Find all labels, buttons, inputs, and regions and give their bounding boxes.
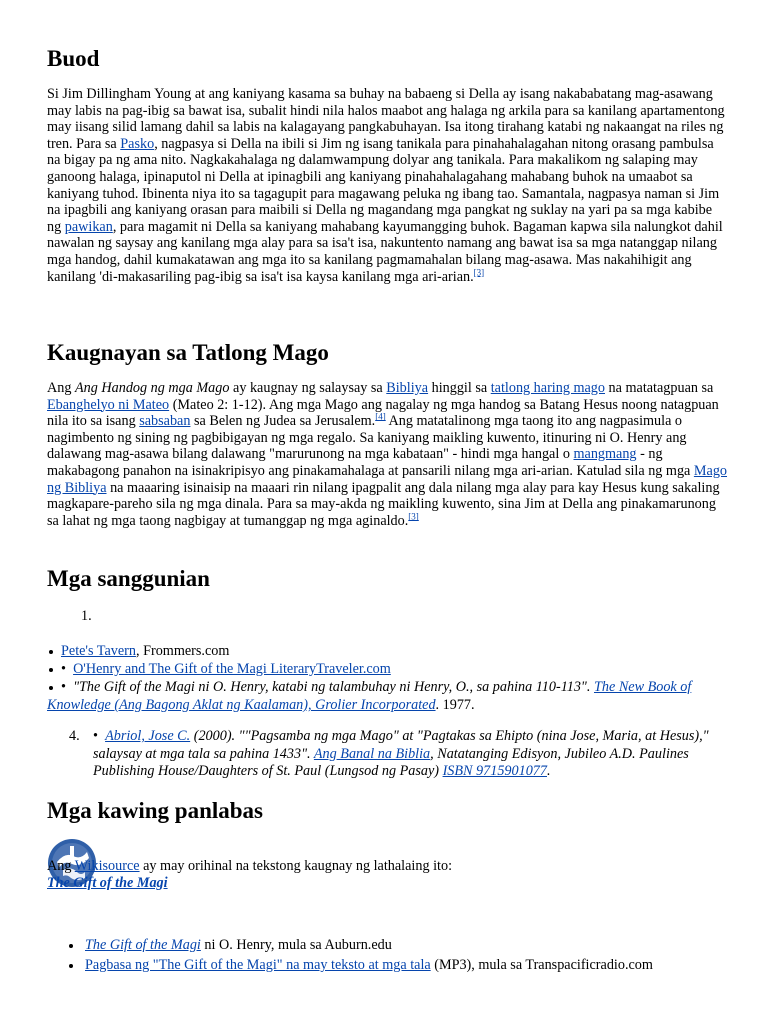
bullet-icon: [49, 686, 53, 690]
citation-3b[interactable]: [3]: [408, 511, 419, 522]
link-ebanghelyo-ni-mateo[interactable]: Ebanghelyo ni Mateo: [47, 396, 170, 413]
external-link-text: ni O. Henry, mula sa Auburn.edu: [200, 937, 392, 953]
link-gift-of-the-magi-label: The Gift of the Magi: [47, 874, 168, 891]
section-heading-sanggunian: Mga sanggunian: [47, 566, 210, 591]
link-petes-tavern[interactable]: Pete's Tavern: [61, 643, 136, 659]
mago-text-6: sa Belen ng Judea sa Jerusalem.: [190, 413, 376, 430]
external-link-item-transpacific: [47, 955, 727, 975]
reference-text-italic: (2000). ""Pagsamba ng mga Mago" at "Pagtakas sa Ehipto (nina Jose, Maria, at Hesus)," salaysay at mga tala sa pahina 1433".: [93, 728, 709, 762]
link-abriol-label: Abriol, Jose C.: [105, 728, 191, 744]
external-link-text: (MP3), mula sa Transpacificradio.com: [430, 957, 653, 973]
buod-text-3: , para magamit ni Della sa kaniyang mahabang kayumangging buhok. Bagaman kapwa sila nalungkot dahil nawalan ng saysay ang kanilang mga alay para sa isa't isa, nakuntento namang ang bawat isa sa mga natanggap nilang mga handog, dahil kumakatawan ang mga ito sa kanilang pagmamahalan bilang mag-asawa. Mas nakahihigit ang kanilang 'di-makasariling pag-ibig sa isa't isa kaysa kanilang mga ari-arian.: [47, 218, 723, 285]
link-pawikan[interactable]: pawikan: [64, 218, 113, 235]
wikisource-text-2: ay may orihinal na tekstong kaugnay ng lathalaing ito:: [139, 858, 453, 874]
link-ohenry-literarytraveler[interactable]: O'Henry and The Gift of the Magi LiteraryTraveler.com: [73, 661, 391, 677]
mago-text-9: na maaaring isinaisip na maaari rin nilang ipagpalit ang dala nilang mga alay para kay Hesus kung sakaling magkapare-pareho sila ng mga dinala. Para sa may-akda ng maikling kuwento, sina Jim at Della ang pinakamarunong sa lahat ng mga taong nagbigay at tumanggap ng mga aginaldo.: [47, 479, 720, 529]
mago-text-7: Ang matatalinong mga taong ito ang nagpasimula o nagimbento ng sining ng pagbibigayan ng mga regalo. Sa kaniyang maikling kuwento, itinuring ni O. Henry ang dalawang mag-asawa bilang dalawang "marurunong na mga kabataan" - hindi mga hangal o: [47, 413, 687, 463]
paragraph-buod: [47, 86, 727, 285]
link-sabsaban[interactable]: sabsaban: [139, 413, 191, 430]
reference-tail: . 1977.: [435, 697, 475, 713]
reference-list: [47, 642, 727, 714]
reference-text-italic-2: , Natatanging Edisyon, Jubileo A.D. Paulines Publishing House/Daughters of St. Paul (Lungsod ng Pasay): [93, 745, 689, 779]
link-abriol[interactable]: [105, 728, 190, 744]
section-heading-buod: Buod: [47, 46, 100, 71]
external-link-item-auburn: [47, 935, 727, 955]
paragraph-wikisource: [47, 858, 452, 891]
citation-3[interactable]: [3]: [473, 266, 485, 277]
reference-tail: .: [547, 763, 551, 779]
bullet-icon: [69, 964, 73, 968]
reference-text: , Frommers.com: [135, 643, 230, 659]
bullet-icon: [49, 650, 53, 654]
link-pagbasa-mp3[interactable]: Pagbasa ng "The Gift of the Magi" na may teksto at mga tala: [85, 957, 431, 973]
mago-text-5: (Mateo 2: 1-12). Ang mga Mago ang nagalay ng mga handog sa Batang Hesus noong natagpuan nila ito sa isang: [47, 396, 719, 430]
inline-bullet: •: [61, 679, 66, 695]
wikisource-text-1: Ang: [47, 858, 75, 874]
link-gift-auburn[interactable]: [85, 937, 201, 953]
link-isbn-label: ISBN 9715901077: [442, 763, 547, 779]
link-bibliya[interactable]: Bibliya: [386, 380, 429, 396]
inline-bullet: •: [61, 661, 66, 677]
reference-item-4: [69, 728, 729, 781]
mago-text-4: na matatagpuan sa: [605, 380, 714, 396]
link-pasko[interactable]: Pasko: [120, 135, 155, 152]
mago-title-italic: Ang Handog ng mga Mago: [74, 380, 230, 396]
link-new-book-of-knowledge-label: The New Book of Knowledge (Ang Bagong Aklat ng Kaalaman), Grolier Incorporated: [47, 679, 692, 713]
link-mangmang[interactable]: mangmang: [573, 446, 637, 463]
mago-text-1: Ang: [47, 380, 75, 396]
mago-text-3: hinggil sa: [428, 380, 491, 396]
section-heading-kawing-panlabas: Mga kawing panlabas: [47, 798, 264, 823]
reference-item-1: 1.: [81, 608, 92, 624]
reference-item-gift-magi: [47, 678, 727, 714]
bullet-icon: [69, 944, 73, 948]
buod-text-1: Si Jim Dillingham Young at ang kaniyang kasama sa buhay na babaeng si Della ay isang nakababatang mag-asawang may labis na pag-ibig sa bawat isa, subalit hindi nila halos maabot ang halaga ng arkila para sa kanilang apartamentong may iisang silid lamang dahil sa labis na kalagayang pangkabuhayan. Isa itong tirahang katabi ng nakaangat na riles ng tren. Para sa: [47, 86, 725, 152]
link-tatlong-haring-mago[interactable]: tatlong haring mago: [490, 380, 605, 396]
link-banal-na-biblia[interactable]: [314, 746, 430, 762]
reference-item-ohenry: [47, 660, 727, 678]
link-wikisource[interactable]: Wikisource: [74, 858, 140, 874]
inline-bullet: •: [93, 728, 98, 744]
link-mago-ng-bibliya[interactable]: Mago ng Bibliya: [47, 462, 728, 496]
link-isbn[interactable]: [443, 763, 547, 779]
link-gift-auburn-label: The Gift of the Magi: [85, 937, 201, 953]
section-heading-mago: Kaugnayan sa Tatlong Mago: [47, 340, 329, 365]
link-banal-na-biblia-label: Ang Banal na Biblia: [313, 745, 431, 762]
link-gift-of-the-magi-wikisource[interactable]: [47, 875, 168, 891]
mago-text-2: ay kaugnay ng salaysay sa: [229, 380, 387, 396]
reference-item-petes-tavern: [47, 642, 727, 660]
external-links-list: [47, 935, 727, 975]
mago-text-8: - ng makabagong panahon na isinakripisyo ang pinakamahalaga at pansarili nilang mga ari-arian. Katulad sila ng mga: [47, 446, 694, 479]
bullet-icon: [49, 668, 53, 672]
reference-number: 4.: [69, 728, 80, 744]
reference-text-italic: "The Gift of the Magi ni O. Henry, katabi ng talambuhay ni Henry, O., sa pahina 110-113".: [73, 679, 594, 695]
citation-4[interactable]: [4]: [375, 411, 386, 422]
paragraph-mago: [47, 380, 727, 529]
buod-text-2: , nagpasya si Della na ibili si Jim ng isang tanikala para pinahahalagahan nitong orasang pambulsa na bigay pa ng ama nito. Nagkakahalaga ng dalamwampung dolyar ang tanikala. Para makalikom ng salaping may ganoong halaga, ipinaputol ni Della at ipinagbili ang kaniyang pinahahalagahang mahabang buhok na umaabot sa kaniyang tuhod. Ibinenta niya ito sa tagagupit para magawang peluka ng ibang tao. Samantala, nagpasya naman si Jim na ipagbili ang kaniyang orasan para maibili si Della ng magandang mga pangkat ng suklay na yari pa sa mga kabibe ng: [47, 135, 720, 235]
